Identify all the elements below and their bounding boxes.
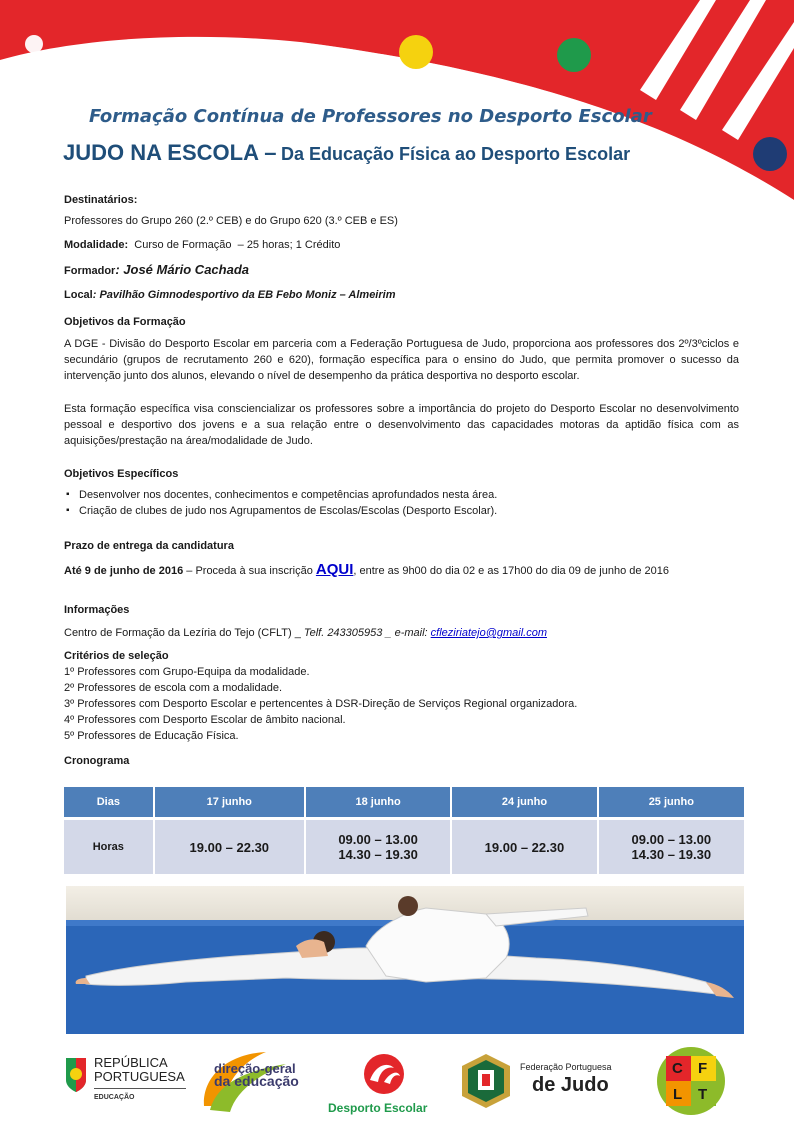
header-banner bbox=[0, 0, 794, 200]
informacoes-heading: Informações bbox=[64, 604, 130, 616]
cflt-logo bbox=[656, 1046, 726, 1116]
destinatarios-label: Destinatários: bbox=[64, 194, 138, 206]
republica-portuguesa-logo bbox=[64, 1056, 194, 1111]
cronograma-heading: Cronograma bbox=[64, 755, 130, 767]
fpj-logo bbox=[458, 1048, 618, 1114]
table-header: Dias bbox=[64, 787, 155, 817]
table-cell-label: Horas bbox=[64, 817, 155, 874]
especificos-heading: Objetivos Específicos bbox=[64, 468, 179, 480]
prazo-date: Até 9 de junho de 2016 bbox=[64, 565, 184, 577]
navy-circle-icon bbox=[753, 137, 787, 171]
table-cell bbox=[599, 817, 744, 874]
green-circle-icon bbox=[557, 38, 591, 72]
email-link[interactable]: cfleziriatejo@gmail.com bbox=[430, 627, 547, 639]
dge-logo bbox=[196, 1048, 306, 1118]
time-range: 14.30 – 19.30 bbox=[338, 847, 418, 862]
formador-value: : José Mário Cachada bbox=[115, 262, 249, 277]
table-row bbox=[64, 817, 744, 874]
cronograma-table bbox=[64, 787, 744, 874]
table-cell bbox=[306, 817, 452, 874]
list-item: 5º Professores de Educação Física. bbox=[64, 730, 239, 742]
list-item: 2º Professores de escola com a modalidade. bbox=[64, 682, 283, 694]
fpj-line-1: Federação Portuguesa bbox=[520, 1062, 612, 1072]
cflt-letter: L bbox=[673, 1086, 683, 1103]
dge-line-2: da educação bbox=[214, 1073, 299, 1089]
time-range: 19.00 – 22.30 bbox=[189, 839, 270, 855]
local-value: : Pavilhão Gimnodesportivo da EB Febo Moniz – Almeirim bbox=[92, 289, 396, 301]
table-header: 24 junho bbox=[452, 787, 598, 817]
prazo-text-1: – Proceda à sua inscrição bbox=[186, 565, 313, 577]
judo-photo bbox=[66, 886, 744, 1034]
especificos-list bbox=[64, 487, 497, 519]
cflt-letter: F bbox=[698, 1060, 708, 1077]
cflt-letter: C bbox=[672, 1060, 683, 1077]
table-header: 17 junho bbox=[155, 787, 306, 817]
objetivos-paragraph-2: Esta formação específica visa consciencializar os professores sobre a importância do projeto do Desporto Escolar no desenvolvimento pessoal e desportivo dos jovens e a sua relação entre o desenvolvimento das capacidades motoras da aptidão física com as aquisições/prestação na área/modalidade de Judo. bbox=[64, 403, 739, 447]
flag-shield-icon bbox=[64, 1058, 88, 1092]
dge-line-1: direção-geral bbox=[214, 1061, 296, 1076]
modalidade-line bbox=[64, 237, 340, 253]
time-range: 14.30 – 19.30 bbox=[631, 847, 712, 862]
prazo-text-2: , entre as 9h00 do dia 02 e as 17h00 do dia 09 de junho de 2016 bbox=[353, 565, 670, 577]
desporto-escolar-logo bbox=[328, 1052, 448, 1118]
modalidade-value: Curso de Formação bbox=[134, 239, 232, 251]
table-header: 18 junho bbox=[306, 787, 452, 817]
destinatarios-text: Professores do Grupo 260 (2.º CEB) e do Grupo 620 (3.º CEB e ES) bbox=[64, 215, 398, 227]
objetivos-heading: Objetivos da Formação bbox=[64, 316, 186, 328]
table-header-row bbox=[64, 787, 744, 817]
cflt-circle-icon bbox=[656, 1046, 726, 1116]
formador-line bbox=[64, 262, 249, 279]
time-range: 09.00 – 13.00 bbox=[338, 832, 418, 847]
fpj-crest-icon bbox=[458, 1052, 514, 1110]
title-rest: Da Educação Física ao Desporto Escolar bbox=[280, 144, 631, 164]
cflt-letter: T bbox=[698, 1086, 708, 1103]
subtitle: Formação Contínua de Professores no Desporto Escolar bbox=[89, 106, 652, 127]
criterios-list bbox=[64, 664, 577, 744]
local-line bbox=[64, 287, 395, 303]
yellow-circle-icon bbox=[399, 35, 433, 69]
time-range: 09.00 – 13.00 bbox=[631, 832, 712, 847]
list-item: ▪ Desenvolver nos docentes, conhecimentos e competências aprofundados nesta área. bbox=[64, 487, 497, 503]
table-header: 25 junho bbox=[599, 787, 744, 817]
list-item: 4º Professores com Desporto Escolar de âmbito nacional. bbox=[64, 714, 346, 726]
informacoes-line bbox=[64, 625, 547, 641]
desporto-escolar-label: Desporto Escolar bbox=[328, 1101, 428, 1115]
list-item: ▪ Criação de clubes de judo nos Agrupamentos de Escolas/Escolas (Desporto Escolar). bbox=[64, 503, 497, 519]
list-item: 3º Professores com Desporto Escolar e pertencentes à DSR-Direção de Serviços Regional organizadora. bbox=[64, 698, 578, 710]
republica-line: REPÚBLICA bbox=[94, 1055, 168, 1070]
objetivos-paragraph-1: A DGE - Divisão do Desporto Escolar em parceria com a Federação Portuguesa de Judo, proporciona aos professores dos 2º/3ºciclos e secundário (grupos de recrutamento 260 e 620), formação específica para o ensino do Judo, que permita promover o sucesso da intervenção junto dos alunos, elevando o nível de desempenho da prática desportiva no desporto escolar. bbox=[64, 338, 739, 382]
local-label: Local bbox=[64, 289, 93, 301]
title-main: JUDO NA ESCOLA – bbox=[63, 140, 277, 165]
criterios-heading: Critérios de seleção bbox=[64, 650, 169, 662]
prazo-heading: Prazo de entrega da candidatura bbox=[64, 540, 234, 552]
table-cell bbox=[452, 817, 598, 874]
formador-label: Formador bbox=[64, 265, 116, 277]
page-title bbox=[63, 140, 630, 166]
fpj-line-2: de Judo bbox=[532, 1074, 609, 1096]
portuguesa-line: PORTUGUESA bbox=[94, 1069, 185, 1084]
de-emblem-icon bbox=[354, 1052, 414, 1100]
time-range: 19.00 – 22.30 bbox=[484, 839, 565, 855]
modalidade-rest: – 25 horas; 1 Crédito bbox=[237, 239, 341, 251]
educacao-label: EDUCAÇÃO bbox=[94, 1094, 135, 1101]
contact-tel: Telf. 243305953 _ e-mail: bbox=[303, 627, 428, 639]
aqui-link[interactable]: AQUI bbox=[315, 561, 354, 578]
table-cell bbox=[155, 817, 306, 874]
list-item: 1º Professores com Grupo-Equipa da modalidade. bbox=[64, 666, 310, 678]
prazo-line bbox=[64, 562, 669, 579]
modalidade-label: Modalidade: bbox=[64, 239, 129, 251]
center-name: Centro de Formação da Lezíria do Tejo (CFLT) _ bbox=[64, 627, 301, 639]
